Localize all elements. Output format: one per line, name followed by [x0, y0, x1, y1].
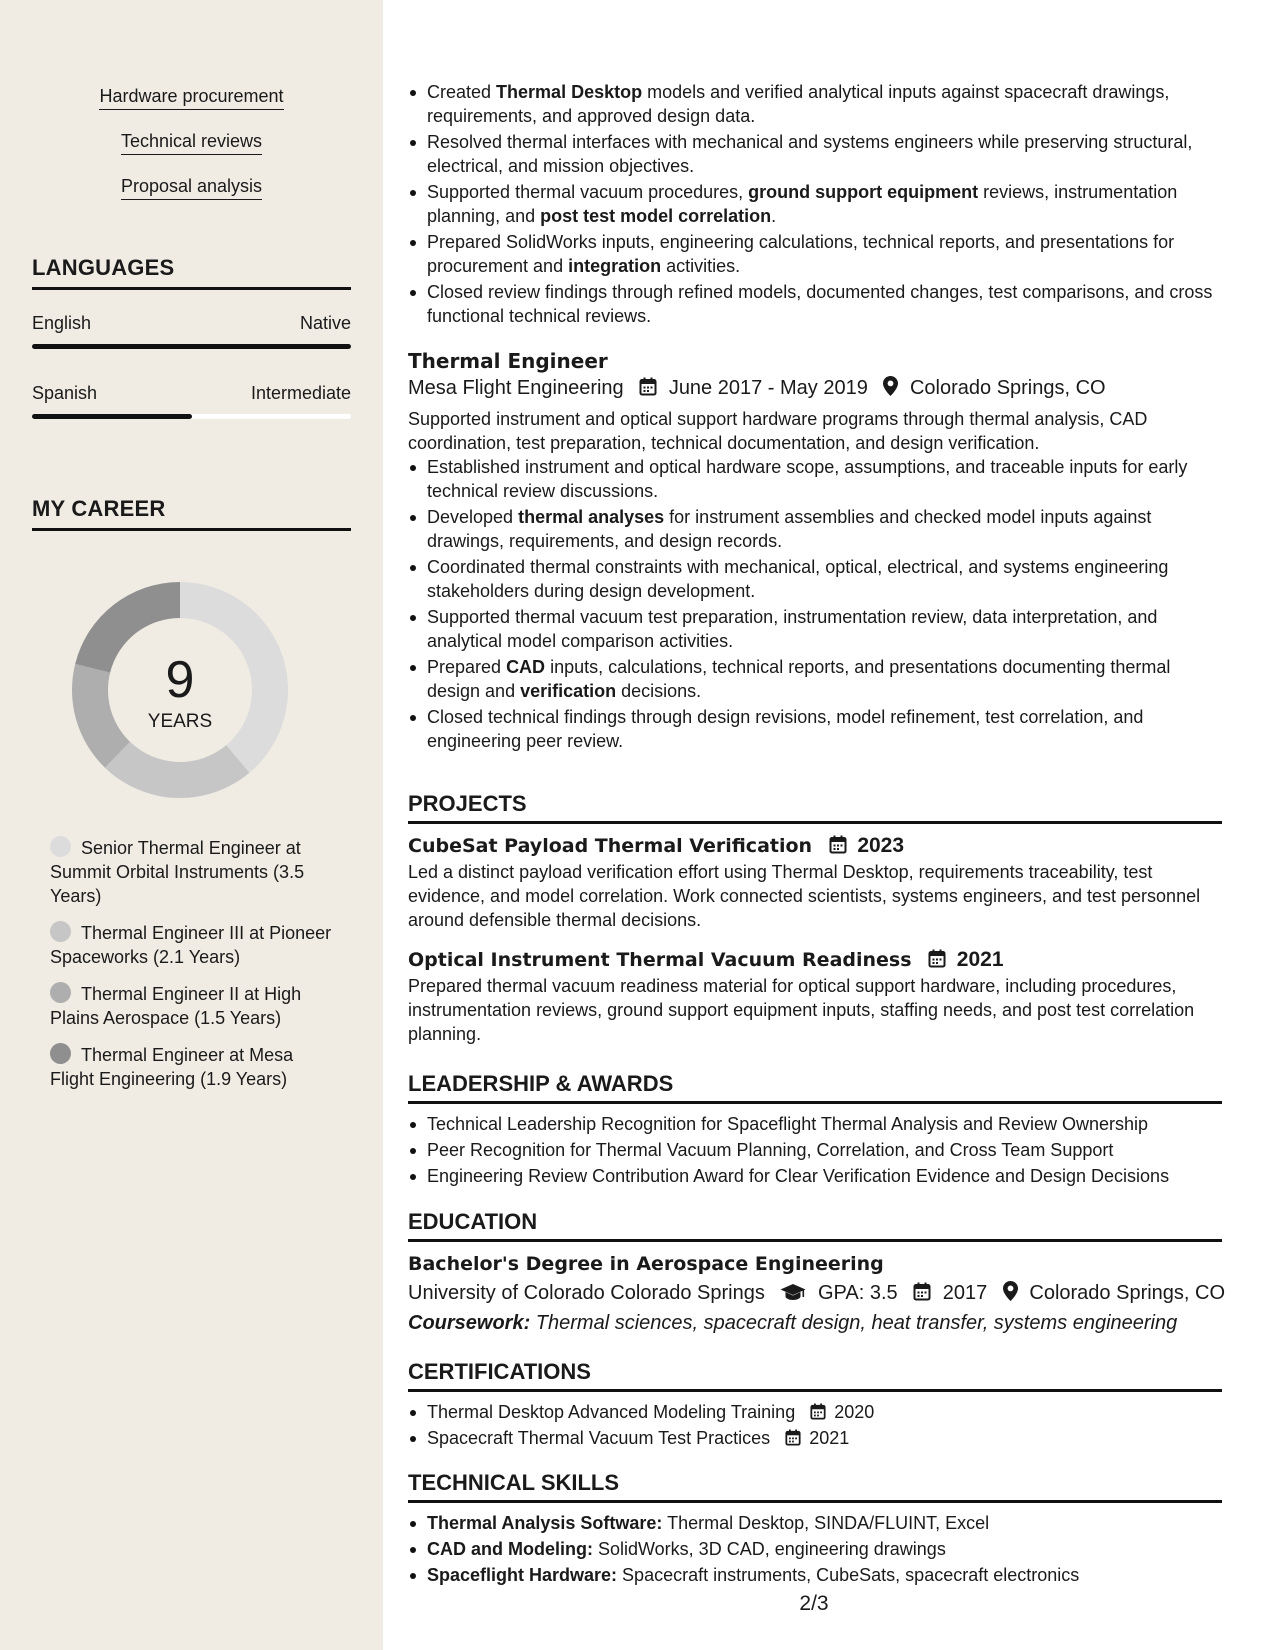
- leadership-section: [408, 1071, 1222, 1190]
- project-description: Led a distinct payload verification effort using Thermal Desktop, requirements traceability, test evidence, and model correlation. Work connected scientists, systems engineers, and test personnel around defensible thermal decisions.: [408, 862, 1201, 930]
- award-item: Engineering Review Contribution Award for Clear Verification Evidence and Design Decisions: [408, 1164, 1222, 1188]
- project-title: [408, 946, 1222, 974]
- language-bar: [32, 344, 351, 349]
- location-pin-icon: [1003, 1281, 1018, 1301]
- legend-dot-icon: [50, 921, 71, 942]
- career-legend-text: Thermal Engineer at Mesa Flight Engineering (1.9 Years): [50, 1045, 294, 1089]
- legend-dot-icon: [50, 982, 71, 1003]
- bullet-item: Created Thermal Desktop models and verified analytical inputs against spacecraft drawings, requirements, and approved design data.: [408, 80, 1222, 128]
- languages-heading: LANGUAGES: [32, 255, 351, 290]
- bullet-item: Supported thermal vacuum procedures, ground support equipment reviews, instrumentation planning, and post test model correlation.: [408, 180, 1222, 228]
- certification-year: 2020: [834, 1402, 875, 1422]
- gpa: GPA: 3.5: [817, 1282, 898, 1304]
- project-name: Optical Instrument Thermal Vacuum Readiness: [408, 949, 912, 971]
- language-level: Native: [299, 313, 351, 333]
- page-number: 2/3: [799, 1592, 829, 1615]
- certification-year: 2021: [809, 1428, 850, 1448]
- graduation-year: 2017: [942, 1282, 988, 1304]
- skill-label: CAD and Modeling:: [427, 1539, 593, 1559]
- experience-bullets: [408, 80, 1222, 328]
- projects-heading: PROJECTS: [408, 791, 1222, 824]
- career-legend-text: Thermal Engineer III at Pioneer Spaceworks (2.1 Years): [50, 923, 332, 967]
- language-bar-fill: [32, 414, 192, 419]
- job-bullets: [408, 455, 1222, 753]
- language-level: Intermediate: [250, 383, 351, 403]
- sidebar: [0, 0, 383, 1650]
- degree-title: Bachelor's Degree in Aerospace Engineering: [408, 1253, 884, 1275]
- coursework-text: Thermal sciences, spacecraft design, heat transfer, systems engineering: [530, 1312, 1178, 1334]
- project-title: [408, 832, 1222, 860]
- career-total-years: 9: [165, 651, 195, 709]
- donut-slice: [105, 742, 249, 798]
- location-pin-icon: [883, 376, 898, 396]
- skill-label: Spaceflight Hardware:: [427, 1565, 618, 1585]
- job-dates: June 2017 - May 2019: [668, 377, 868, 399]
- certification-item: [408, 1426, 1222, 1450]
- language-name: English: [32, 313, 92, 333]
- calendar-icon: [913, 1282, 931, 1301]
- project-name: CubeSat Payload Thermal Verification: [408, 835, 813, 857]
- skills-list: [408, 1511, 1222, 1587]
- bullet-item: Supported thermal vacuum test preparation, instrumentation review, data interpretation, and analytical model comparison activities.: [408, 605, 1222, 653]
- job-summary: Supported instrument and optical support hardware programs through thermal analysis, CAD coordination, test preparation, technical documentation, and design verification.: [408, 409, 1148, 453]
- legend-dot-icon: [50, 836, 71, 857]
- skill-item: [408, 1511, 1222, 1535]
- education-heading: EDUCATION: [408, 1209, 1222, 1242]
- skill-item: [408, 1563, 1222, 1587]
- skill-value: Thermal Desktop, SINDA/FLUINT, Excel: [662, 1513, 990, 1533]
- skill-label: Thermal Analysis Software:: [427, 1513, 663, 1533]
- legend-dot-icon: [50, 1043, 71, 1064]
- calendar-icon: [639, 377, 657, 396]
- career-legend-text: Senior Thermal Engineer at Summit Orbital Instruments (3.5 Years): [50, 838, 305, 906]
- bullet-item: Coordinated thermal constraints with mechanical, optical, electrical, and systems engineering stakeholders during design development.: [408, 555, 1222, 603]
- project-date: 2021: [956, 948, 1004, 971]
- skill-value: SolidWorks, 3D CAD, engineering drawings: [592, 1539, 946, 1559]
- certifications-section: [408, 1359, 1222, 1452]
- certifications-heading: CERTIFICATIONS: [408, 1359, 1222, 1392]
- language-bar-fill: [32, 344, 351, 349]
- career-legend-item: [50, 982, 340, 1030]
- career-legend-item: [50, 1043, 340, 1091]
- skills-heading: TECHNICAL SKILLS: [408, 1470, 1222, 1503]
- certification-name: Spacecraft Thermal Vacuum Test Practices: [427, 1428, 771, 1448]
- coursework: [408, 1308, 1222, 1338]
- skill-value: Spacecraft instruments, CubeSats, spacecraft electronics: [617, 1565, 1080, 1585]
- bullet-item: Developed thermal analyses for instrument assemblies and checked model inputs against drawings, requirements, and design records.: [408, 505, 1222, 553]
- career-legend-item: [50, 836, 340, 908]
- skill-link[interactable]: Technical reviews: [121, 131, 262, 155]
- coursework-label: Coursework:: [408, 1312, 531, 1334]
- calendar-icon: [785, 1429, 801, 1446]
- bullet-item: Resolved thermal interfaces with mechanical and systems engineers while preserving structural, electrical, and mission objectives.: [408, 130, 1222, 178]
- certifications-list: [408, 1400, 1222, 1450]
- job-title: Thermal Engineer: [408, 349, 608, 373]
- school-name: University of Colorado Colorado Springs: [408, 1282, 765, 1304]
- bullet-item: Prepared CAD inputs, calculations, technical reports, and presentations documenting thermal design and verification decisions.: [408, 655, 1222, 703]
- language-bar: [32, 414, 351, 419]
- education-section: [408, 1209, 1226, 1338]
- job-entry: [408, 349, 1222, 755]
- career-legend-text: Thermal Engineer II at High Plains Aerospace (1.5 Years): [50, 984, 302, 1028]
- language-name: Spanish: [32, 383, 98, 403]
- leadership-heading: LEADERSHIP & AWARDS: [408, 1071, 1222, 1104]
- education-meta: [408, 1278, 1226, 1308]
- experience-continued: [408, 80, 1222, 330]
- bullet-item: Prepared SolidWorks inputs, engineering calculations, technical reports, and presentations for procurement and integration activities.: [408, 230, 1222, 278]
- project-date: 2023: [857, 834, 905, 857]
- career-heading: MY CAREER: [32, 496, 351, 531]
- main-content: [383, 0, 1275, 1650]
- leadership-list: [408, 1112, 1222, 1188]
- job-meta: [408, 373, 1222, 403]
- calendar-icon: [810, 1403, 826, 1420]
- job-company: Mesa Flight Engineering: [408, 377, 624, 399]
- award-item: Technical Leadership Recognition for Spaceflight Thermal Analysis and Review Ownership: [408, 1112, 1222, 1136]
- skill-item: [408, 1537, 1222, 1561]
- career-total-unit: YEARS: [147, 711, 213, 732]
- career-legend-item: [50, 921, 340, 969]
- certification-name: Thermal Desktop Advanced Modeling Training: [427, 1402, 796, 1422]
- bullet-item: Closed technical findings through design revisions, model refinement, test correlation, and engineering peer review.: [408, 705, 1222, 753]
- skill-link[interactable]: Hardware procurement: [99, 86, 283, 110]
- award-item: Peer Recognition for Thermal Vacuum Planning, Correlation, and Cross Team Support: [408, 1138, 1222, 1162]
- skill-links: [0, 86, 383, 221]
- skill-link[interactable]: Proposal analysis: [121, 176, 262, 200]
- project-description: Prepared thermal vacuum readiness material for optical support hardware, including procedures, instrumentation reviews, ground support equipment inputs, staffing needs, and post test correlation planning.: [408, 976, 1195, 1044]
- bullet-item: Established instrument and optical hardware scope, assumptions, and traceable inputs for early technical review discussions.: [408, 455, 1222, 503]
- certification-item: [408, 1400, 1222, 1424]
- calendar-icon: [829, 835, 847, 854]
- graduation-cap-icon: [780, 1283, 806, 1301]
- bullet-item: Closed review findings through refined models, documented changes, test comparisons, and cross functional technical reviews.: [408, 280, 1222, 328]
- projects-section: [408, 791, 1222, 1046]
- calendar-icon: [928, 949, 946, 968]
- career-legend: [50, 836, 340, 1104]
- skills-section: [408, 1470, 1222, 1589]
- job-location: Colorado Springs, CO: [909, 377, 1106, 399]
- school-location: Colorado Springs, CO: [1029, 1282, 1226, 1304]
